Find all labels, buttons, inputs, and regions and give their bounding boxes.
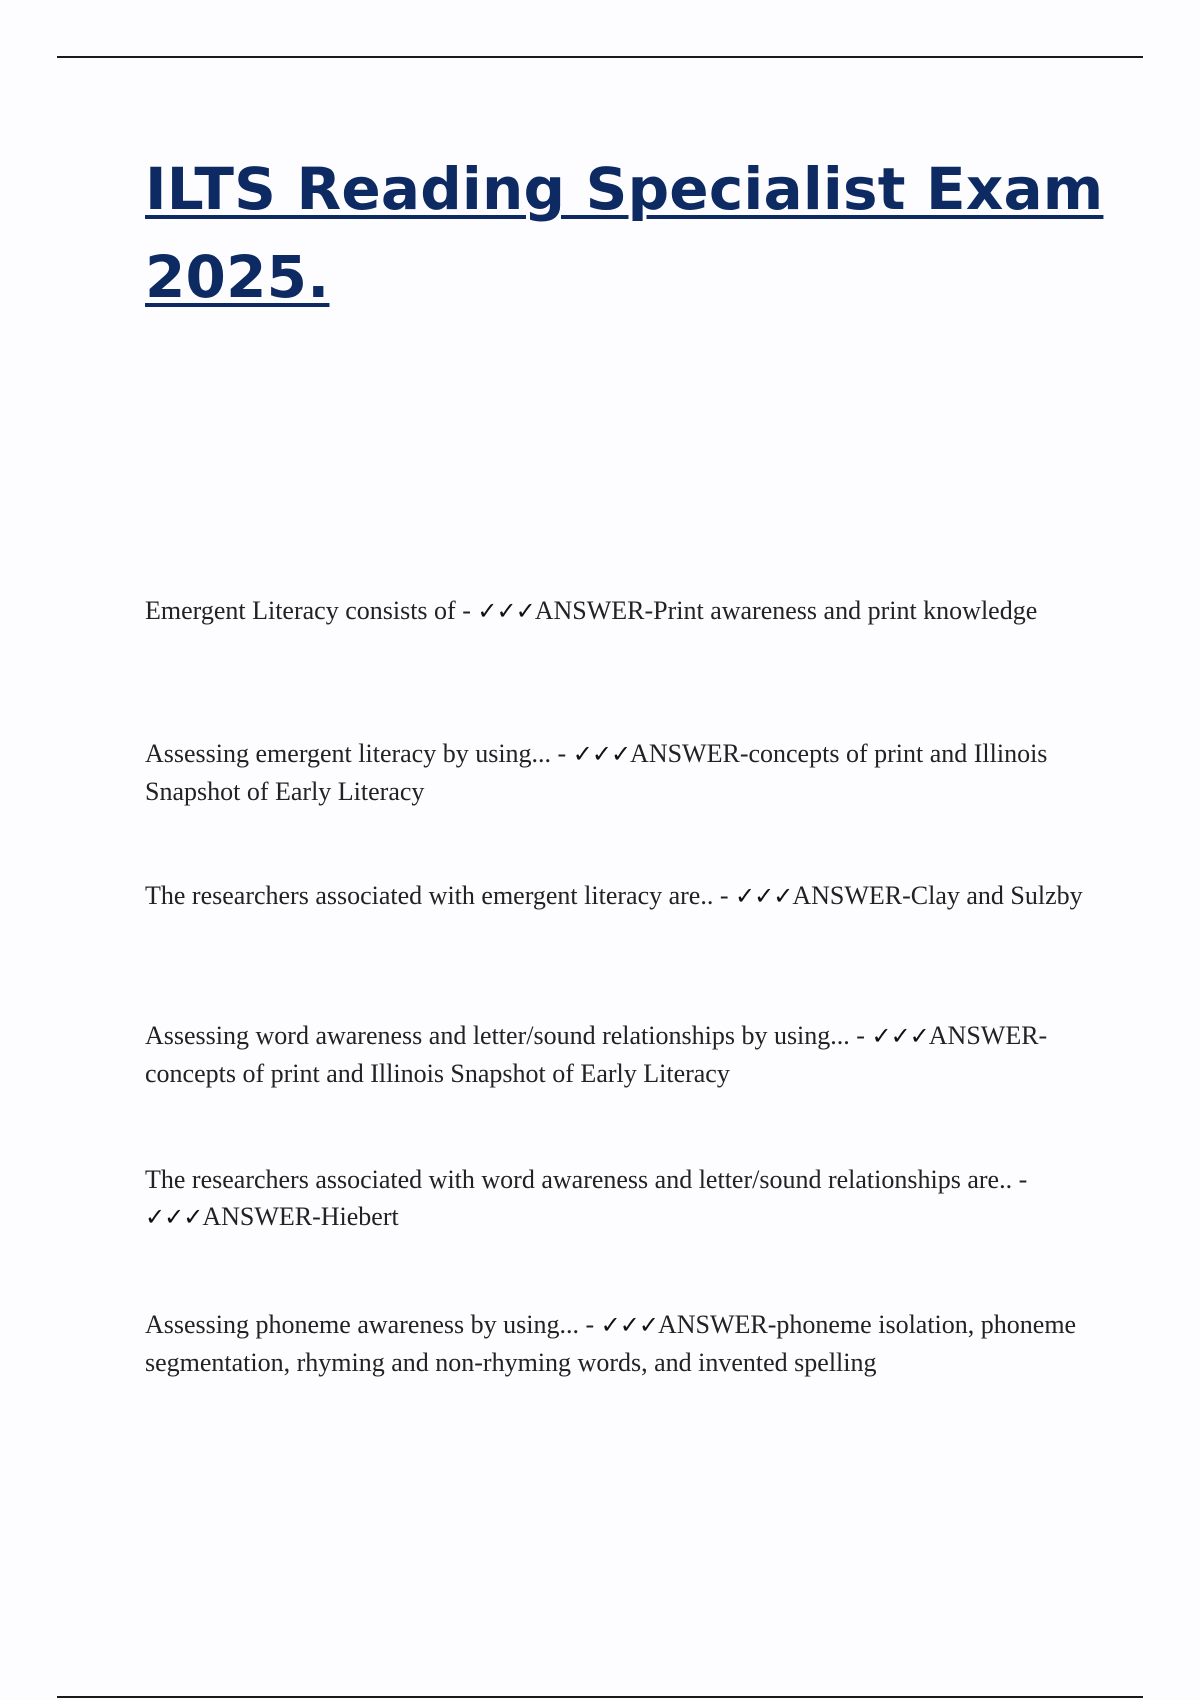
answer-text: ANSWER-Print awareness and print knowledge [534, 596, 1038, 625]
qa-item [145, 1017, 1095, 1092]
document-title: ILTS Reading Specialist Exam 2025. [145, 155, 1104, 311]
header-rule [57, 56, 1143, 58]
qa-item [145, 735, 1095, 810]
answer-text: ANSWER-phoneme isolation, phoneme segmentation, rhyming and non-rhyming words, and invented spelling [145, 1310, 1077, 1377]
check-marks-icon: ✓✓✓ [145, 1203, 203, 1231]
question-text: Assessing emergent literacy by using... - [145, 739, 573, 768]
check-marks-icon: ✓✓✓ [600, 1311, 658, 1339]
qa-item [145, 1306, 1095, 1381]
question-text: Emergent Literacy consists of - [145, 596, 478, 625]
answer-text: ANSWER-Clay and Sulzby [792, 881, 1083, 910]
qa-item [145, 592, 1095, 630]
question-text: Assessing phoneme awareness by using... - [145, 1310, 601, 1339]
qa-item [145, 1161, 1095, 1236]
qa-item [145, 877, 1095, 915]
answer-text: ANSWER-concepts of print and Illinois Snapshot of Early Literacy [145, 1021, 1048, 1088]
question-text: Assessing word awareness and letter/sound relationships by using... - [145, 1021, 872, 1050]
check-marks-icon: ✓✓✓ [735, 882, 793, 910]
check-marks-icon: ✓✓✓ [572, 740, 631, 768]
question-text: The researchers associated with emergent literacy are.. - [145, 881, 736, 910]
answer-text: ANSWER-concepts of print and Illinois Snapshot of Early Literacy [145, 739, 1048, 806]
question-text: The researchers associated with word awareness and letter/sound relationships are.. - [145, 1165, 1028, 1194]
footer-rule [57, 1696, 1143, 1698]
check-marks-icon: ✓✓✓ [477, 597, 535, 625]
check-marks-icon: ✓✓✓ [871, 1022, 929, 1050]
answer-text: ANSWER-Hiebert [202, 1202, 399, 1231]
